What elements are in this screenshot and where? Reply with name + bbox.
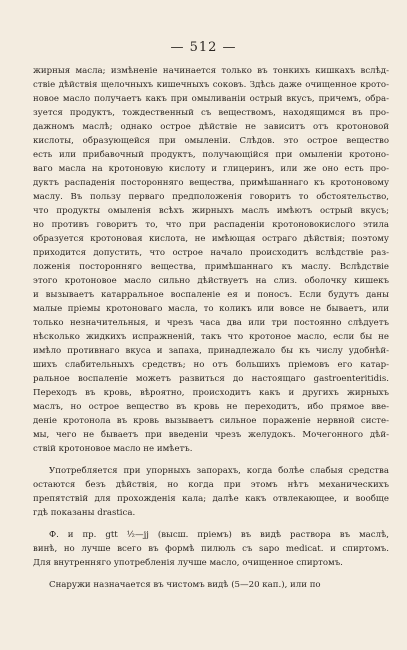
text-line: Переходъ въ кровь, вѣроятно, происходитъ какъ и другихъ жирныхъ (33, 388, 389, 398)
paragraph (33, 464, 389, 520)
text-line: Употребляется при упорныхъ запорахъ, когда болѣе слабыя средства (49, 466, 389, 476)
text-line: шихъ слабительныхъ средствъ; но отъ большихъ пріемовъ его катар- (33, 360, 389, 370)
text-line: ральное воспаленіе можетъ развиться до настоящаго gastroenteritidis. (33, 374, 389, 384)
text-line: гдѣ показаны drastica. (33, 508, 136, 518)
text-line: маслу. Въ пользу перваго предположенія говоритъ то обстоятельство, (33, 192, 389, 202)
text-line: и вызываетъ катарральное воспаленіе ея и поносъ. Если будутъ даны (33, 290, 389, 300)
text-line: дуктъ распаденія посторонняго вещества, примѣшаннаго къ кротоновому (33, 178, 389, 188)
text-line: что продукты омыленія всѣхъ жирныхъ маслъ имѣютъ острый вкусъ; (33, 206, 389, 216)
text-line: ствій кротоновое масло не имѣетъ. (33, 444, 193, 454)
paragraph-gap (33, 456, 389, 464)
page-number: — 512 — (170, 40, 237, 55)
text-line: ствіе дѣйствія щелочныхъ кишечныхъ соковъ. Здѣсь даже очищенное крото- (33, 80, 389, 90)
text-line: Для внутренняго употребленія лучше масло, очищенное спиртомъ. (33, 558, 343, 568)
text-line: деніе кротонола въ кровь вызываетъ сильное пораженіе нервной систе- (33, 416, 389, 426)
text-line: новое масло получаетъ какъ при омыливаніи острый вкусъ, причемъ, обра- (33, 94, 389, 104)
text-line: есть или прибавочный продуктъ, получающійся при омыленіи кротоно- (33, 150, 389, 160)
text-line: этого кротоновое масло сильно дѣйствуетъ на слиз. оболочку кишекъ (33, 276, 389, 286)
text-line: ваго масла на кротоновую кислоту и глицеринъ, или же оно есть про- (33, 164, 389, 174)
text-line: препятствій для прохожденія кала; далѣе какъ отвлекающее, и вообще (33, 494, 389, 504)
text-line: Ф. и пр. gtt ½—jj (высш. пріемъ) въ видѣ раствора въ маслѣ, (49, 530, 389, 540)
text-line: жирныя масла; измѣненіе начинается только въ тонкихъ кишкахъ вслѣд- (33, 66, 389, 76)
text-line: дажномъ маслѣ; однако острое дѣйствіе не зависитъ отъ кротоновой (33, 122, 389, 132)
paragraph (33, 578, 389, 592)
text-line: кислоты, образующейся при омыленіи. Слѣдов. это острое вещество (33, 136, 389, 146)
paragraph (33, 64, 389, 456)
text-column (33, 64, 389, 592)
text-line: нѣсколько жидкихъ испражненій, такъ что кротоное масло, если бы не (33, 332, 389, 342)
text-line: но противъ говоритъ то, что при распаденіи кротоновокислого этила (33, 220, 389, 230)
paragraph (33, 528, 389, 570)
paragraph-gap (33, 520, 389, 528)
text-line: маслъ, но острое вещество въ кровь не переходитъ, ибо прямое вве- (33, 402, 389, 412)
text-line: малые пріемы кротоноваго масла, то коликъ или вовсе не бываетъ, или (33, 304, 389, 314)
text-line: остаются безъ дѣйствія, но когда при этомъ нѣтъ механическихъ (33, 480, 389, 490)
text-line: мы, чего не бываетъ при введеніи чрезъ желудокъ. Мочегонного дѣй- (33, 430, 389, 440)
text-line: имѣло противнаго вкуса и запаха, принадлежало бы къ числу удобнѣй- (33, 346, 389, 356)
text-line: только незначительныя, и чрезъ часа два или три постоянно слѣдуетъ (33, 318, 389, 328)
text-line: приходится допустить, что острое начало происходитъ вслѣдствіе раз- (33, 248, 389, 258)
text-line: Снаружи назначается въ чистомъ видѣ (5—20 кап.), или по (49, 580, 321, 590)
paragraph-gap (33, 570, 389, 578)
text-line: образуется кротоновая кислота, не имѣющая остраго дѣйствія; поэтому (33, 234, 389, 244)
text-line: винѣ, но лучше всего въ формѣ пилюль съ sapo medicat. и спиртомъ. (33, 544, 389, 554)
text-line: зуется продуктъ, тождественный съ веществомъ, находящимся въ про- (33, 108, 389, 118)
text-line: ложенія посторонняго вещества, примѣшаннаго къ маслу. Вслѣдствіе (33, 262, 389, 272)
